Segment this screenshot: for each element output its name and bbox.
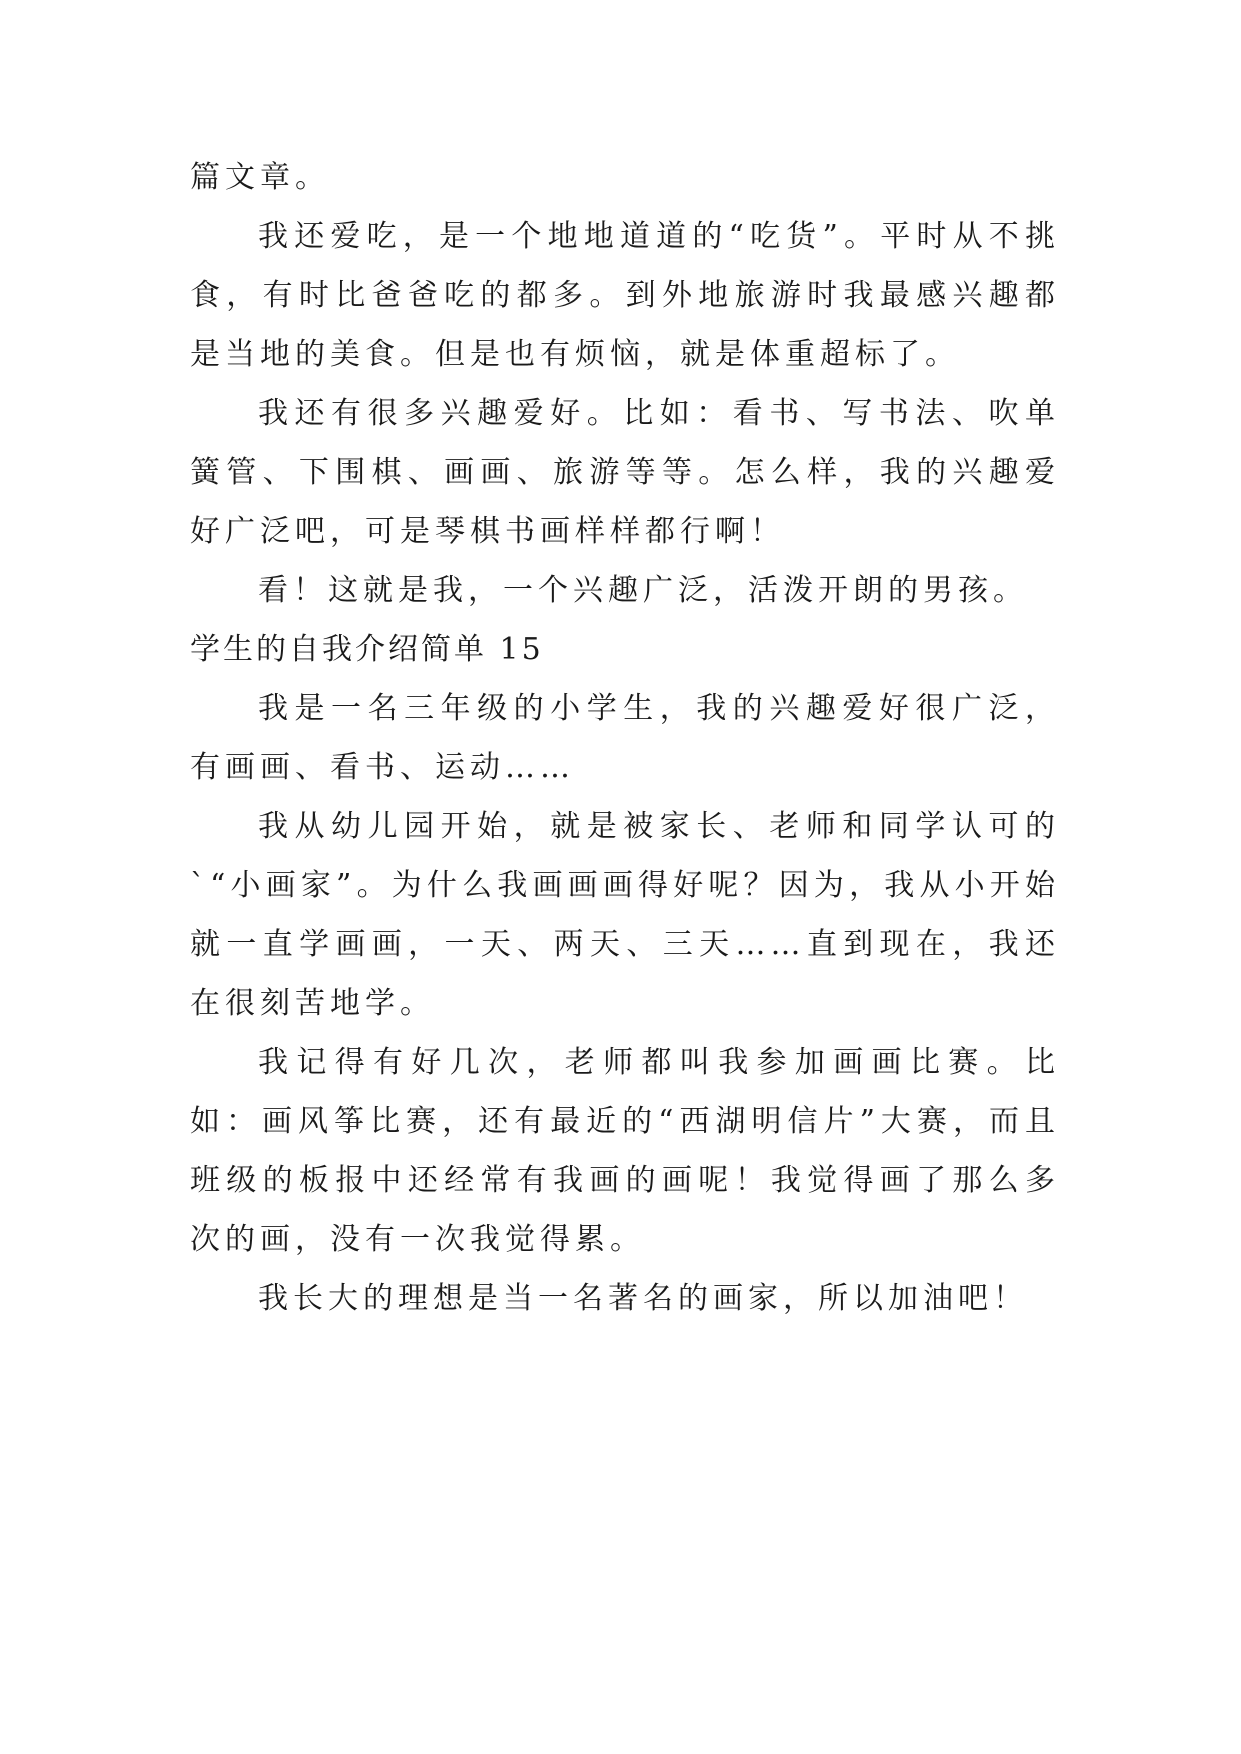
paragraph-conclusion: 看！这就是我，一个兴趣广泛，活泼开朗的男孩。: [258, 573, 1028, 608]
paragraph-competitions: 我记得有好几次，老师都叫我参加画画比赛。比如：画风筝比赛，还有最近的“西湖明信片”大赛，而且班级的板报中还经常有我画的画呢！我觉得画了那么多次的画，没有一次我觉得累。: [190, 1045, 1060, 1257]
paragraph-foodie: 我还爱吃，是一个地地道道的“吃货”。平时从不挑食，有时比爸爸吃的都多。到外地旅游时我最感兴趣都是当地的美食。但是也有烦恼，就是体重超标了。: [190, 219, 1060, 372]
document-body: [190, 148, 1060, 1328]
paragraph-continuation: 篇文章。: [190, 160, 330, 195]
paragraph-hobbies: 我还有很多兴趣爱好。比如：看书、写书法、吹单簧管、下围棋、画画、旅游等等。怎么样，我的兴趣爱好广泛吧，可是琴棋书画样样都行啊！: [190, 396, 1060, 549]
paragraph-dream: 我长大的理想是当一名著名的画家，所以加油吧！: [258, 1281, 1028, 1316]
section-heading: 学生的自我介绍简单 15: [190, 632, 544, 667]
paragraph-intro: 我是一名三年级的小学生，我的兴趣爱好很广泛，有画画、看书、运动……: [190, 691, 1060, 785]
paragraph-little-painter: 我从幼儿园开始，就是被家长、老师和同学认可的`“小画家”。为什么我画画画得好呢？因为，我从小开始就一直学画画，一天、两天、三天……直到现在，我还在很刻苦地学。: [190, 809, 1060, 1021]
